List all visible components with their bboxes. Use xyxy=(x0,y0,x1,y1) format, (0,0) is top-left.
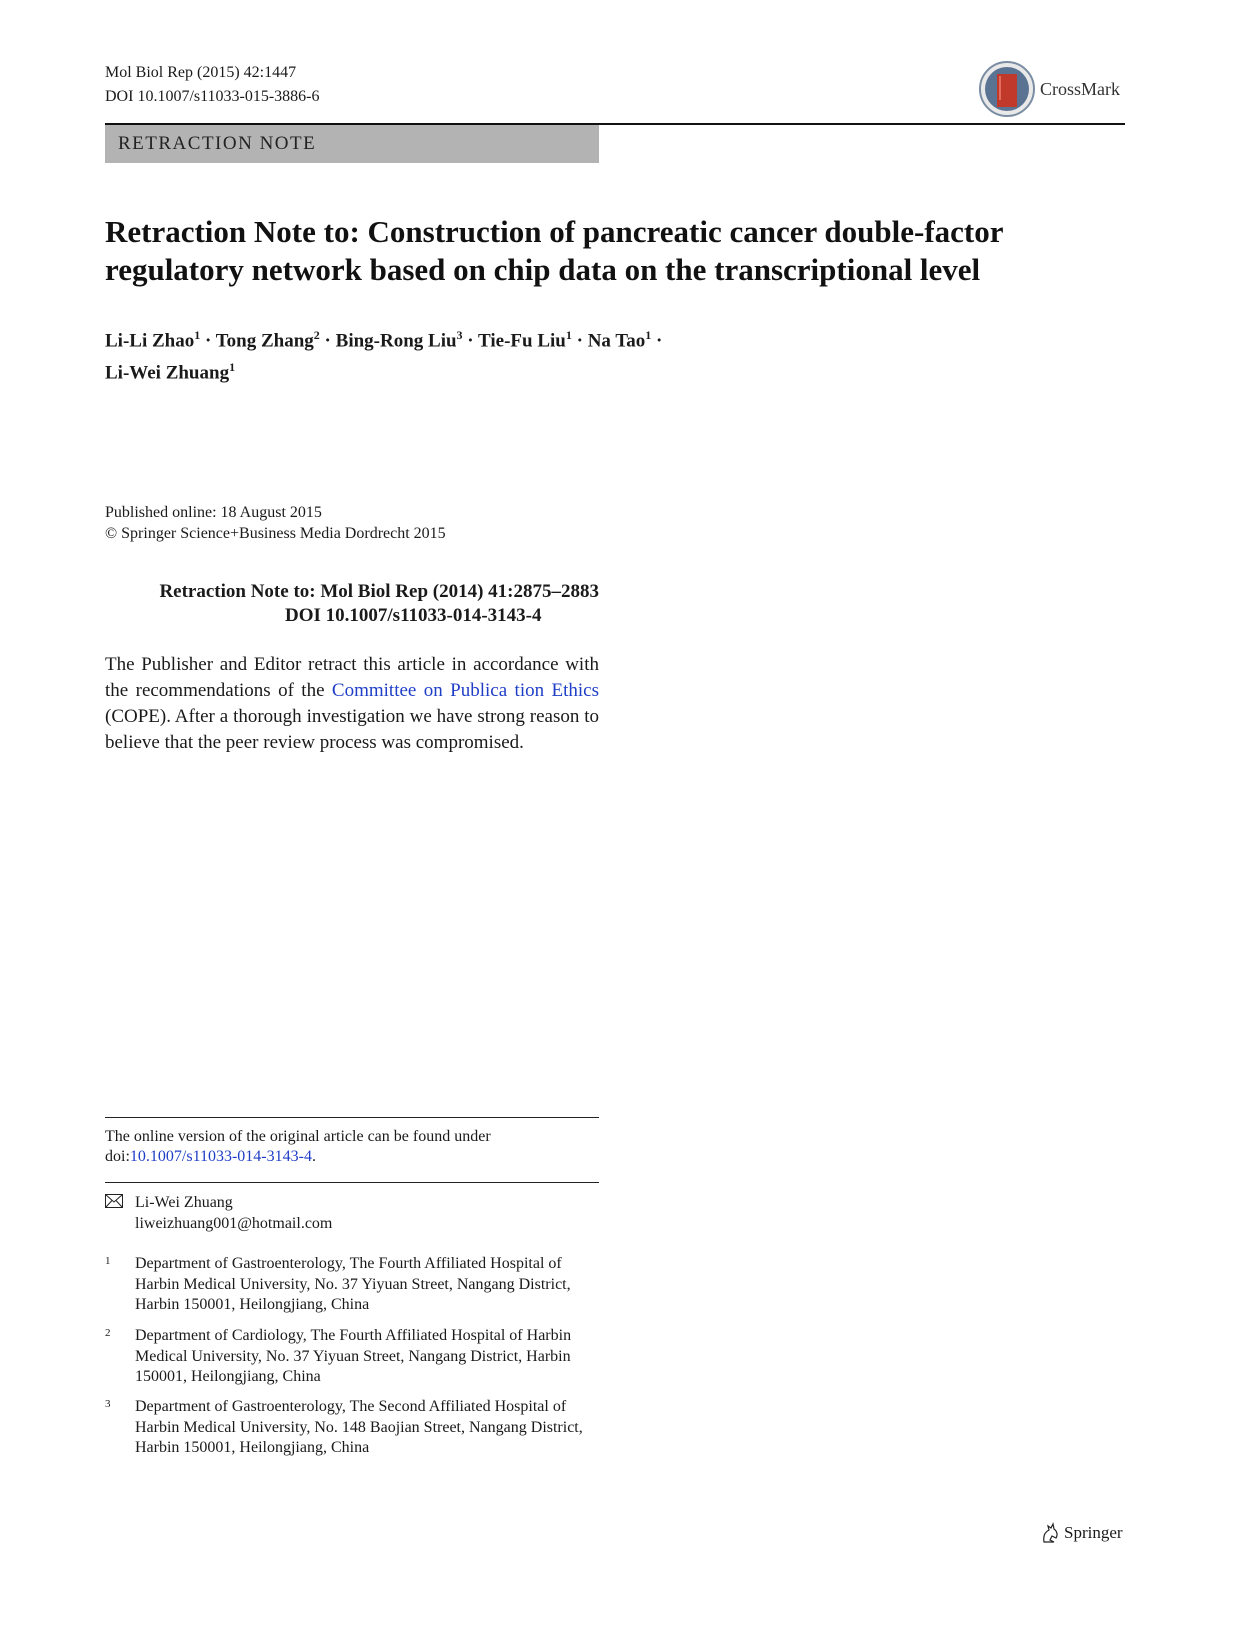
article-doi: DOI 10.1007/s11033-015-3886-6 xyxy=(105,88,320,105)
online-note-end: . xyxy=(311,1148,316,1165)
corresponding-author-email[interactable]: liweizhuang001@hotmail.com xyxy=(135,1215,333,1232)
published-date: Published online: 18 August 2015 xyxy=(105,504,322,521)
affiliation-item xyxy=(105,1326,599,1388)
journal-citation: Mol Biol Rep (2015) 42:1447 xyxy=(105,64,297,81)
author-name: Bing-Rong Liu xyxy=(335,330,457,352)
retraction-doi: DOI 10.1007/s11033-014-3143-4 xyxy=(285,605,542,626)
affiliation-number: 1 xyxy=(105,1255,111,1267)
author-separator: · xyxy=(651,330,668,352)
springer-horse-icon xyxy=(1040,1522,1060,1544)
author-separator: · xyxy=(319,330,336,352)
statement-text: The Publisher and Editor retract this article in accordance with the recommendations of the xyxy=(105,654,599,701)
article-title xyxy=(105,213,1125,289)
title-line-1: Retraction Note to: Construction of pancreatic cancer double-factor xyxy=(105,214,1004,249)
author-line-1 xyxy=(105,322,905,354)
affiliation-text: Department of Cardiology, The Fourth Affiliated Hospital of Harbin Medical University, No. 37 Yiyuan Street, Nangang District, Harbin 150001, Heilongjiang, China xyxy=(135,1327,572,1385)
author-affiliation-mark: 1 xyxy=(645,328,652,342)
corresponding-author-name: Li-Wei Zhuang xyxy=(135,1194,233,1211)
affiliation-number: 3 xyxy=(105,1398,111,1410)
publisher-name: Springer xyxy=(1064,1523,1123,1542)
section-label: RETRACTION NOTE xyxy=(118,133,317,154)
section-label-box xyxy=(105,125,599,163)
crossmark-icon xyxy=(978,60,1036,118)
footnote-divider xyxy=(105,1117,599,1118)
author-line-2 xyxy=(105,354,905,386)
author-affiliation-mark: 1 xyxy=(229,360,236,375)
crossmark-badge[interactable] xyxy=(978,60,1128,120)
retraction-statement xyxy=(105,652,599,756)
online-version-note xyxy=(105,1127,599,1167)
copyright-line: © Springer Science+Business Media Dordrecht 2015 xyxy=(105,525,446,542)
affiliation-text: Department of Gastroenterology, The Fourth Affiliated Hospital of Harbin Medical University, No. 37 Yiyuan Street, Nangang District, Harbin 150001, Heilongjiang, China xyxy=(135,1255,571,1313)
author-separator: · xyxy=(571,330,588,352)
author-name: Na Tao xyxy=(587,330,646,352)
author-name: Tie-Fu Liu xyxy=(478,330,566,352)
author-separator: · xyxy=(462,330,479,352)
author-name: Li-Li Zhao xyxy=(105,330,195,352)
footnote-divider xyxy=(105,1182,599,1183)
author-affiliation-mark: 2 xyxy=(313,328,320,342)
author-affiliation-mark: 1 xyxy=(194,328,201,342)
envelope-icon xyxy=(105,1194,123,1208)
affiliation-item xyxy=(105,1397,599,1459)
cope-link[interactable]: Committee on Publica tion Ethics xyxy=(331,680,599,701)
original-article-doi-link[interactable]: 10.1007/s11033-014-3143-4 xyxy=(129,1148,312,1165)
online-note-text: The online version of the original article can be found under doi: xyxy=(105,1128,491,1165)
crossmark-label: CrossMark xyxy=(1040,79,1120,99)
author-affiliation-mark: 1 xyxy=(565,328,572,342)
author-list xyxy=(105,322,905,387)
author-name: Li-Wei Zhuang xyxy=(105,362,230,384)
author-affiliation-mark: 3 xyxy=(456,328,463,342)
statement-text-end: (COPE). After a thorough investigation we have strong reason to believe that the peer review process was compromised. xyxy=(105,706,599,753)
author-separator: · xyxy=(200,330,216,352)
affiliation-text: Department of Gastroenterology, The Second Affiliated Hospital of Harbin Medical University, No. 148 Baojian Street, Nangang District, Harbin 150001, Heilongjiang, China xyxy=(135,1398,583,1456)
author-name: Tong Zhang xyxy=(215,330,314,352)
publication-info xyxy=(105,502,705,544)
affiliation-number: 2 xyxy=(105,1327,111,1339)
retraction-citation: Retraction Note to: Mol Biol Rep (2014) 41:2875–2883 xyxy=(159,581,599,602)
title-line-2: regulatory network based on chip data on the transcriptional level xyxy=(105,252,981,287)
affiliation-item xyxy=(105,1254,599,1316)
retraction-reference xyxy=(105,580,599,628)
publisher-logo xyxy=(1040,1520,1130,1546)
